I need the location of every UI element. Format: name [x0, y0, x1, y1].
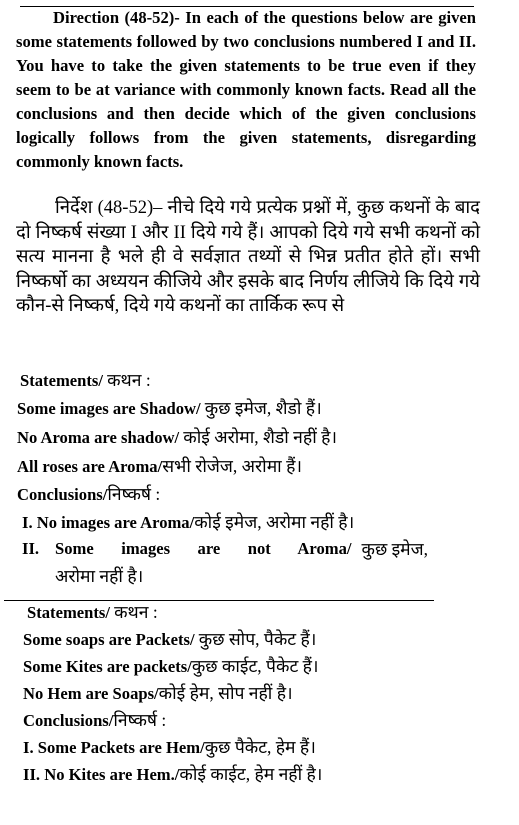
- q1-conclusion-2: II. Some images are not Aroma/ कुछ इमेज,: [22, 539, 428, 559]
- q2-statement-1: Some soaps are Packets/ कुछ सोप, पैकेट हैं।: [23, 629, 317, 649]
- q2-statements-heading: Statements/ कथन :: [27, 602, 158, 622]
- q1-statement-2: No Aroma are shadow/ कोई अरोमा, शैडो नहीं है।: [17, 427, 338, 447]
- q2-statement-2: Some Kites are packets/कुछ काईट, पैकेट हैं।: [23, 656, 319, 676]
- direction-hindi: निर्देश (48-52)– नीचे दिये गये प्रत्येक प्रश्नों में, कुछ कथनों के बाद दो निष्कर्ष संख्या I और II दिये गये हैं। आपको दिये गये सभी कथनों को सत्य मानना है भले ही वे सर्वज्ञात तथ्यों से भिन्न प्रतीत होते हों। सभी निष्कर्षो का अध्ययन कीजिये और इसके बाद निर्णय लीजिये कि दिये गये कौन-से निष्कर्ष, दिये गये कथनों का तार्किक रूप से: [16, 198, 480, 317]
- direction-english: Direction (48-52)- In each of the questions below are given some statements followed by two conclusions numbered I and II. You have to take the given statements to be true even if they seem to be at variance with commonly known facts. Read all the conclusions and then decide which of the given conclusions logically follows from the given statements, disregarding commonly known facts.: [16, 8, 476, 171]
- q1-statement-1: Some images are Shadow/ कुछ इमेज, शैडो हैं।: [17, 398, 322, 418]
- q1-conclusion-1: I. No images are Aroma/कोई इमेज, अरोमा नहीं है।: [22, 512, 355, 532]
- q1-conclusions-heading: Conclusions/निष्कर्ष :: [17, 484, 161, 504]
- q2-conclusions-heading: Conclusions/निष्कर्ष :: [23, 710, 167, 730]
- q1-statement-3: All roses are Aroma/सभी रोजेज, अरोमा हैं।: [17, 456, 302, 476]
- q1-statements-heading: Statements/ कथन :: [20, 370, 151, 390]
- q2-conclusion-2: II. No Kites are Hem./कोई काईट, हेम नहीं है।: [23, 764, 323, 784]
- q2-statement-3: No Hem are Soaps/कोई हेम, सोप नहीं है।: [23, 683, 293, 703]
- q2-conclusion-1: I. Some Packets are Hem/कुछ पैकेट, हेम हैं।: [23, 737, 316, 757]
- q1-conclusion-2-cont: अरोमा नहीं है।: [55, 566, 144, 586]
